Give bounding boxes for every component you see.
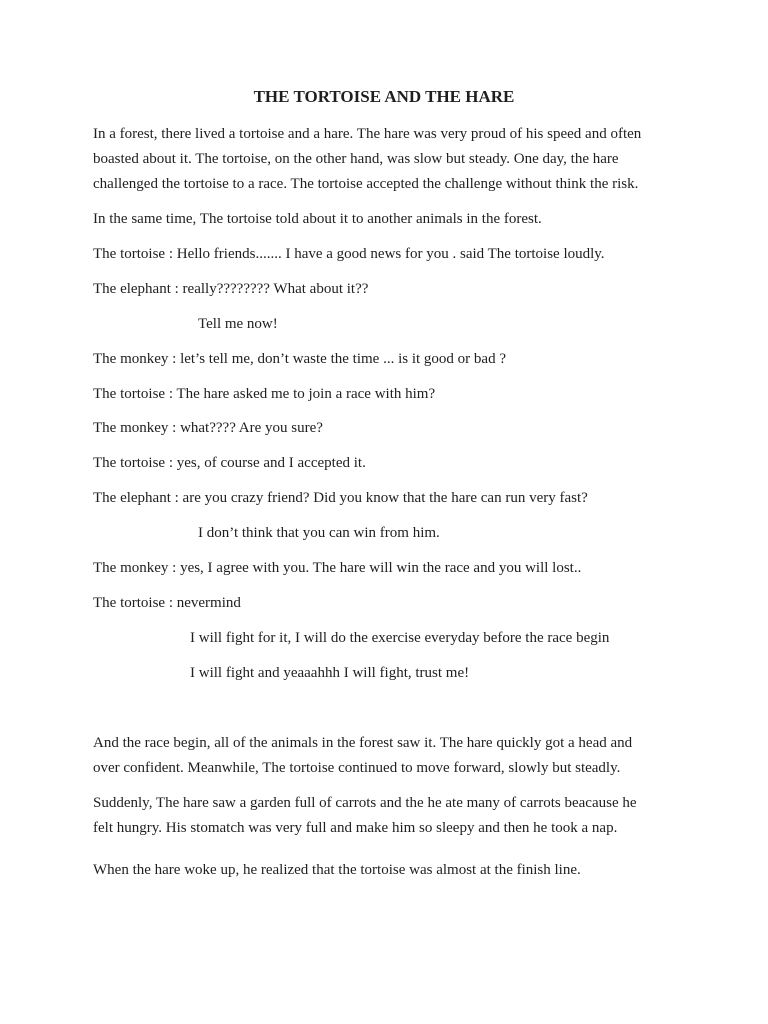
- text-line: The elephant : really???????? What about it??: [93, 281, 369, 297]
- text-line: The tortoise : Hello friends....... I have a good news for you . said The tortoise loudly.: [93, 246, 605, 262]
- paragraph: [93, 791, 673, 841]
- paragraph: [93, 242, 673, 267]
- text-line: Tell me now!: [198, 316, 278, 332]
- text-line: In a forest, there lived a tortoise and a hare. The hare was very proud of his speed and often: [93, 126, 642, 142]
- text-line: The monkey : what???? Are you sure?: [93, 420, 323, 436]
- paragraph: [93, 416, 673, 441]
- text-line: The tortoise : yes, of course and I accepted it.: [93, 455, 366, 471]
- paragraph: [93, 122, 673, 197]
- paragraph: [93, 591, 673, 616]
- text-line: I will fight for it, I will do the exercise everyday before the race begin: [190, 630, 610, 646]
- paragraph: [93, 277, 673, 302]
- text-line: I will fight and yeaaahhh I will fight, trust me!: [190, 665, 470, 681]
- paragraph: [93, 486, 673, 511]
- text-line: The tortoise : nevermind: [93, 595, 241, 611]
- text-line: Suddenly, The hare saw a garden full of carrots and the he ate many of carrots beacause he: [93, 795, 637, 811]
- text-line: In the same time, The tortoise told about it to another animals in the forest.: [93, 211, 542, 227]
- document-title: THE TORTOISE AND THE HARE: [253, 87, 515, 106]
- paragraph: [93, 731, 673, 781]
- text-line: boasted about it. The tortoise, on the other hand, was slow but steady. One day, the hare: [93, 151, 619, 167]
- paragraph: [93, 207, 673, 232]
- paragraph: [93, 556, 673, 581]
- text-line: When the hare woke up, he realized that the tortoise was almost at the finish line.: [93, 862, 581, 878]
- paragraph: [93, 451, 673, 476]
- text-line: The monkey : yes, I agree with you. The hare will win the race and you will lost..: [93, 560, 582, 576]
- text-line: challenged the tortoise to a race. The tortoise accepted the challenge without think the risk.: [93, 176, 639, 192]
- text-line: I don’t think that you can win from him.: [198, 525, 440, 541]
- text-line: The tortoise : The hare asked me to join a race with him?: [93, 386, 436, 402]
- text-line: The monkey : let’s tell me, don’t waste the time ... is it good or bad ?: [93, 351, 506, 367]
- paragraph: [190, 661, 768, 686]
- text-line: The elephant : are you crazy friend? Did you know that the hare can run very fast?: [93, 490, 588, 506]
- paragraph: [93, 347, 673, 372]
- text-line: And the race begin, all of the animals in the forest saw it. The hare quickly got a head and: [93, 735, 633, 751]
- text-line: felt hungry. His stomatch was very full and make him so sleepy and then he took a nap.: [93, 820, 618, 836]
- paragraph: [198, 521, 768, 546]
- paragraph: [93, 858, 673, 883]
- paragraph: [198, 312, 768, 337]
- text-line: over confident. Meanwhile, The tortoise continued to move forward, slowly but steadly.: [93, 760, 621, 776]
- paragraph: [93, 382, 673, 407]
- paragraph: [190, 626, 768, 651]
